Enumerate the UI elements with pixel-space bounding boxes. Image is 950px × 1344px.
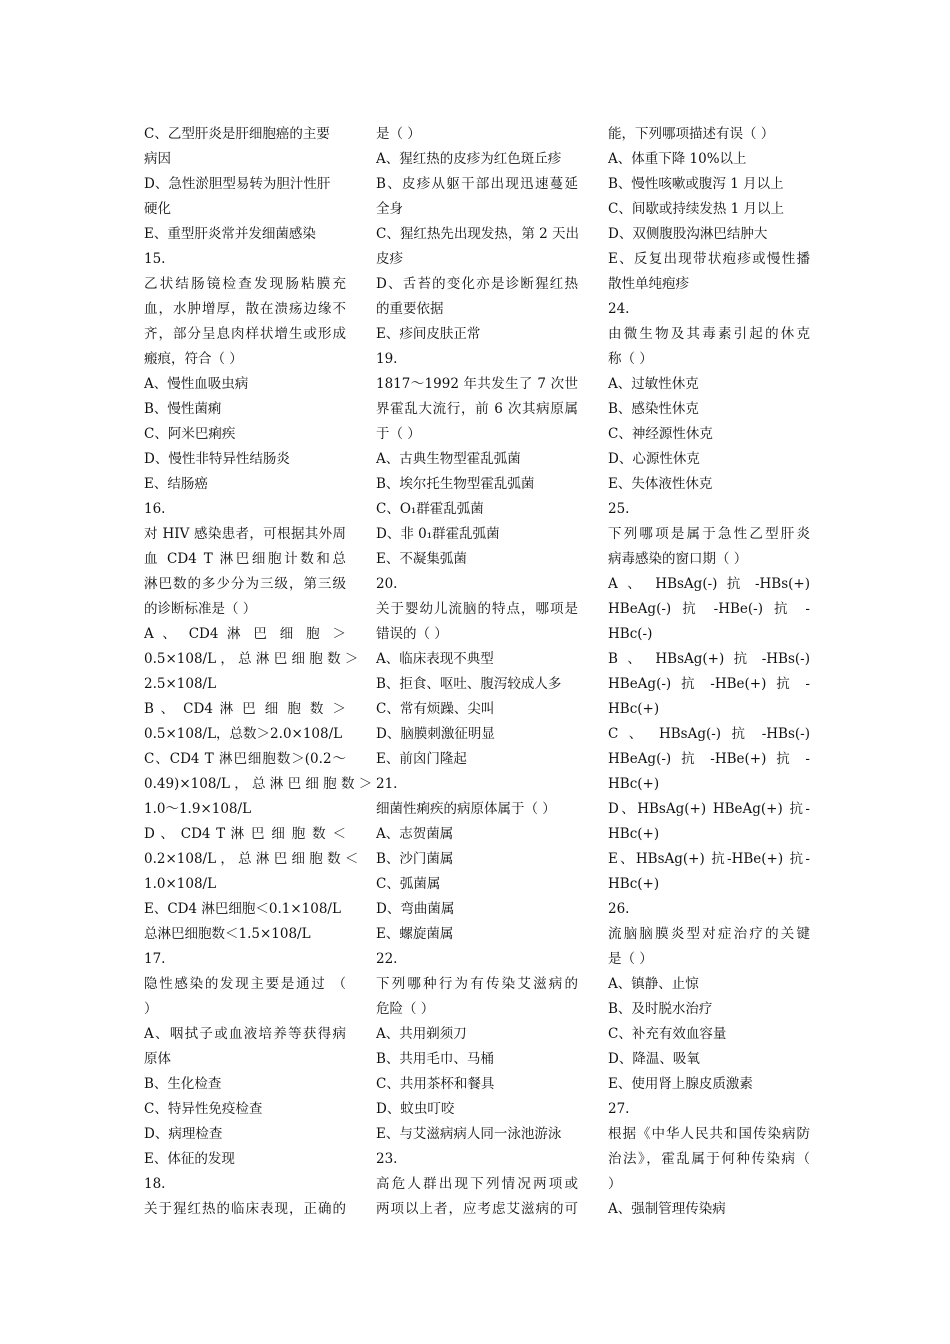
text-line: D 、 CD4 T 淋 巴 细 胞 数 ＜ <box>144 826 346 842</box>
text-line: C、弧菌属 <box>376 876 441 892</box>
text-line: 能，下列哪项描述有误（ ） <box>608 126 775 142</box>
text-line: B、埃尔托生物型霍乱弧菌 <box>376 476 535 492</box>
text-line: 血 CD4 T 淋巴细胞计数和总 <box>144 551 346 567</box>
text-line: 隐性感染的发现主要是通过 （ <box>144 976 346 992</box>
text-line: B、皮疹从躯干部出现迅速蔓延 <box>376 176 578 192</box>
text-line: C、共用茶杯和餐具 <box>376 1076 495 1092</box>
text-line: E、与艾滋病病人同一泳池游泳 <box>376 1126 562 1142</box>
text-line: C、补充有效血容量 <box>608 1026 727 1042</box>
text-line: HBc(-) <box>608 626 653 642</box>
text-line: E、结肠癌 <box>144 476 208 492</box>
text-line: 全身 <box>376 201 403 217</box>
text-line: B 、 CD4 淋 巴 细 胞 数 ＞ <box>144 701 346 717</box>
text-line: 瘢痕，符合（ ） <box>144 351 243 367</box>
text-line: 0.5×108/L，总数＞2.0×108/L <box>144 726 343 742</box>
text-line: A、镇静、止惊 <box>608 976 699 992</box>
text-line: 两项以上者，应考虑艾滋病的可 <box>376 1201 578 1217</box>
text-line: 根据《中华人民共和国传染病防 <box>608 1126 810 1142</box>
text-line: HBeAg(-) 抗 -HBe(+) 抗 - <box>608 676 810 692</box>
text-line: 0.5×108/L ， 总 淋 巴 细 胞 数 ＞ <box>144 651 359 667</box>
text-line: C、间歇或持续发热 1 月以上 <box>608 201 785 217</box>
text-line: B、及时脱水治疗 <box>608 1001 713 1017</box>
text-line: D、急性淤胆型易转为胆汁性肝 <box>144 176 331 192</box>
text-line: A、古典生物型霍乱弧菌 <box>376 451 521 467</box>
text-line: 23. <box>376 1151 398 1167</box>
text-line: 0.2×108/L ， 总 淋 巴 细 胞 数 ＜ <box>144 851 359 867</box>
text-line: 1817～1992 年共发生了 7 次世 <box>376 376 578 392</box>
text-line: 下列哪项是属于急性乙型肝炎 <box>608 526 810 542</box>
text-line: HBc(+) <box>608 701 660 717</box>
text-line: B、拒食、呕吐、腹泻较成人多 <box>376 676 562 692</box>
text-line: HBeAg(-) 抗 -HBe(-) 抗 - <box>608 601 810 617</box>
text-line: C、O₁群霍乱弧菌 <box>376 501 484 517</box>
text-line: 15. <box>144 251 166 267</box>
text-line: 危险（ ） <box>376 1001 435 1017</box>
text-line: A、过敏性休克 <box>608 376 699 392</box>
text-line: 硬化 <box>144 201 171 217</box>
text-line: 的重要依据 <box>376 301 444 317</box>
text-line: D、弯曲菌属 <box>376 901 455 917</box>
text-line: 25. <box>608 501 630 517</box>
text-line: C 、 HBsAg(-) 抗 -HBs(-) <box>608 726 810 742</box>
text-line: 20. <box>376 576 398 592</box>
text-line: A、慢性血吸虫病 <box>144 376 249 392</box>
text-line: 21. <box>376 776 398 792</box>
text-line: 称（ ） <box>608 351 653 367</box>
text-line: D、慢性非特异性结肠炎 <box>144 451 290 467</box>
text-line: 关于猩红热的临床表现，正确的 <box>144 1201 346 1217</box>
text-line: A、共用剃须刀 <box>376 1026 467 1042</box>
text-line: D、舌苔的变化亦是诊断猩红热 <box>376 276 578 292</box>
text-line: 错误的（ ） <box>376 626 448 642</box>
text-line: B、生化检查 <box>144 1076 222 1092</box>
text-line: C、乙型肝炎是肝细胞癌的主要 <box>144 126 330 142</box>
text-line: 27. <box>608 1101 630 1117</box>
text-line: 病因 <box>144 151 171 167</box>
text-line: D、脑膜刺激征明显 <box>376 726 495 742</box>
text-line: B、沙门菌属 <box>376 851 454 867</box>
text-line: 治法》，霍乱属于何种传染病（ <box>608 1151 810 1167</box>
text-line: 流脑脑膜炎型对症治疗的关键 <box>608 926 810 942</box>
text-line: 界霍乱大流行，前 6 次其病原属 <box>376 401 578 417</box>
text-line: 的诊断标准是（ ） <box>144 601 257 617</box>
text-line: 2.5×108/L <box>144 676 217 692</box>
text-line: 由微生物及其毒素引起的休克 <box>608 326 810 342</box>
text-line: C、神经源性休克 <box>608 426 713 442</box>
text-line: 齐，部分呈息肉样状增生或形成 <box>144 326 346 342</box>
text-line: E、使用肾上腺皮质激素 <box>608 1076 753 1092</box>
text-line: C、CD4 T 淋巴细胞数＞(0.2～ <box>144 751 346 767</box>
text-line: D、蚊虫叮咬 <box>376 1101 455 1117</box>
text-line: A、临床表现不典型 <box>376 651 494 667</box>
text-line: 病毒感染的窗口期（ ） <box>608 551 748 567</box>
text-line: A、志贺菌属 <box>376 826 454 842</box>
text-line: E、CD4 淋巴细胞＜0.1×108/L <box>144 901 341 917</box>
text-line: C、猩红热先出现发热，第 2 天出 <box>376 226 580 242</box>
text-line: E、体征的发现 <box>144 1151 235 1167</box>
text-line: 关于婴幼儿流脑的特点，哪项是 <box>376 601 578 617</box>
text-line: B、慢性菌痢 <box>144 401 222 417</box>
text-line: 皮疹 <box>376 251 403 267</box>
text-line: 16. <box>144 501 166 517</box>
text-line: 19. <box>376 351 398 367</box>
text-line: 18. <box>144 1176 166 1192</box>
text-line: 是（ ） <box>376 126 421 142</box>
text-line: E、失体液性休克 <box>608 476 713 492</box>
text-line: HBc(+) <box>608 776 660 792</box>
text-line: C、特异性免疫检查 <box>144 1101 263 1117</box>
text-line: 高危人群出现下列情况两项或 <box>376 1176 578 1192</box>
text-line: 22. <box>376 951 398 967</box>
text-line: 总淋巴细胞数＜1.5×108/L <box>144 926 311 942</box>
text-line: E、前囟门隆起 <box>376 751 467 767</box>
text-line: A、强制管理传染病 <box>608 1201 726 1217</box>
text-column-1 <box>144 122 373 1222</box>
text-line: 0.49)×108/L ， 总 淋 巴 细 胞 数 ＞ <box>144 776 373 792</box>
text-line: A、咽拭子或血液培养等获得病 <box>144 1026 346 1042</box>
text-line: E、反复出现带状疱疹或慢性播 <box>608 251 810 267</box>
text-column-2 <box>376 122 578 1222</box>
text-line: 散性单纯疱疹 <box>608 276 689 292</box>
text-line: HBc(+) <box>608 876 660 892</box>
text-line: E、重型肝炎常并发细菌感染 <box>144 226 316 242</box>
text-line: 乙状结肠镜检查发现肠粘膜充 <box>144 276 346 292</box>
text-line: C、常有烦躁、尖叫 <box>376 701 495 717</box>
text-line: C、阿米巴痢疾 <box>144 426 236 442</box>
text-line: A 、 CD4 淋 巴 细 胞 ＞ <box>144 626 346 642</box>
text-line: D、降温、吸氧 <box>608 1051 700 1067</box>
text-line: A 、 HBsAg(-) 抗 -HBs(+) <box>608 576 810 592</box>
text-line: E、HBsAg(+) 抗-HBe(+) 抗- <box>608 851 810 867</box>
text-line: 于（ ） <box>376 426 421 442</box>
text-line: 下列哪种行为有传染艾滋病的 <box>376 976 578 992</box>
text-line: 淋巴数的多少分为三级，第三级 <box>144 576 346 592</box>
text-line: A、猩红热的皮疹为红色斑丘疹 <box>376 151 562 167</box>
text-line: 血，水肿增厚，散在溃疡边缘不 <box>144 301 346 317</box>
text-line: 是（ ） <box>608 951 653 967</box>
text-line: A、体重下降 10%以上 <box>608 151 747 167</box>
text-line: 26. <box>608 901 630 917</box>
text-line: E、疹间皮肤正常 <box>376 326 481 342</box>
text-line: ） <box>608 1176 622 1192</box>
text-line: 原体 <box>144 1051 171 1067</box>
text-line: D、非 0₁群霍乱弧菌 <box>376 526 500 542</box>
text-line: HBc(+) <box>608 826 660 842</box>
text-line: 1.0～1.9×108/L <box>144 801 252 817</box>
text-line: B 、 HBsAg(+) 抗 -HBs(-) <box>608 651 810 667</box>
text-column-3 <box>608 122 810 1222</box>
text-line: D、病理检查 <box>144 1126 223 1142</box>
text-line: 17. <box>144 951 166 967</box>
text-line: D、HBsAg(+) HBeAg(+) 抗- <box>608 801 810 817</box>
text-line: 细菌性痢疾的病原体属于（ ） <box>376 801 556 817</box>
text-line: B、慢性咳嗽或腹泻 1 月以上 <box>608 176 784 192</box>
text-line: HBeAg(-) 抗 -HBe(+) 抗 - <box>608 751 810 767</box>
text-line: E、不凝集弧菌 <box>376 551 467 567</box>
text-line: 对 HIV 感染患者，可根据其外周 <box>144 526 346 542</box>
text-line: D、双侧腹股沟淋巴结肿大 <box>608 226 768 242</box>
text-line: ） <box>144 1001 158 1017</box>
text-line: D、心源性休克 <box>608 451 700 467</box>
text-line: 1.0×108/L <box>144 876 217 892</box>
text-line: 24. <box>608 301 630 317</box>
text-line: B、共用毛巾、马桶 <box>376 1051 494 1067</box>
text-line: E、螺旋菌属 <box>376 926 454 942</box>
text-line: B、感染性休克 <box>608 401 699 417</box>
